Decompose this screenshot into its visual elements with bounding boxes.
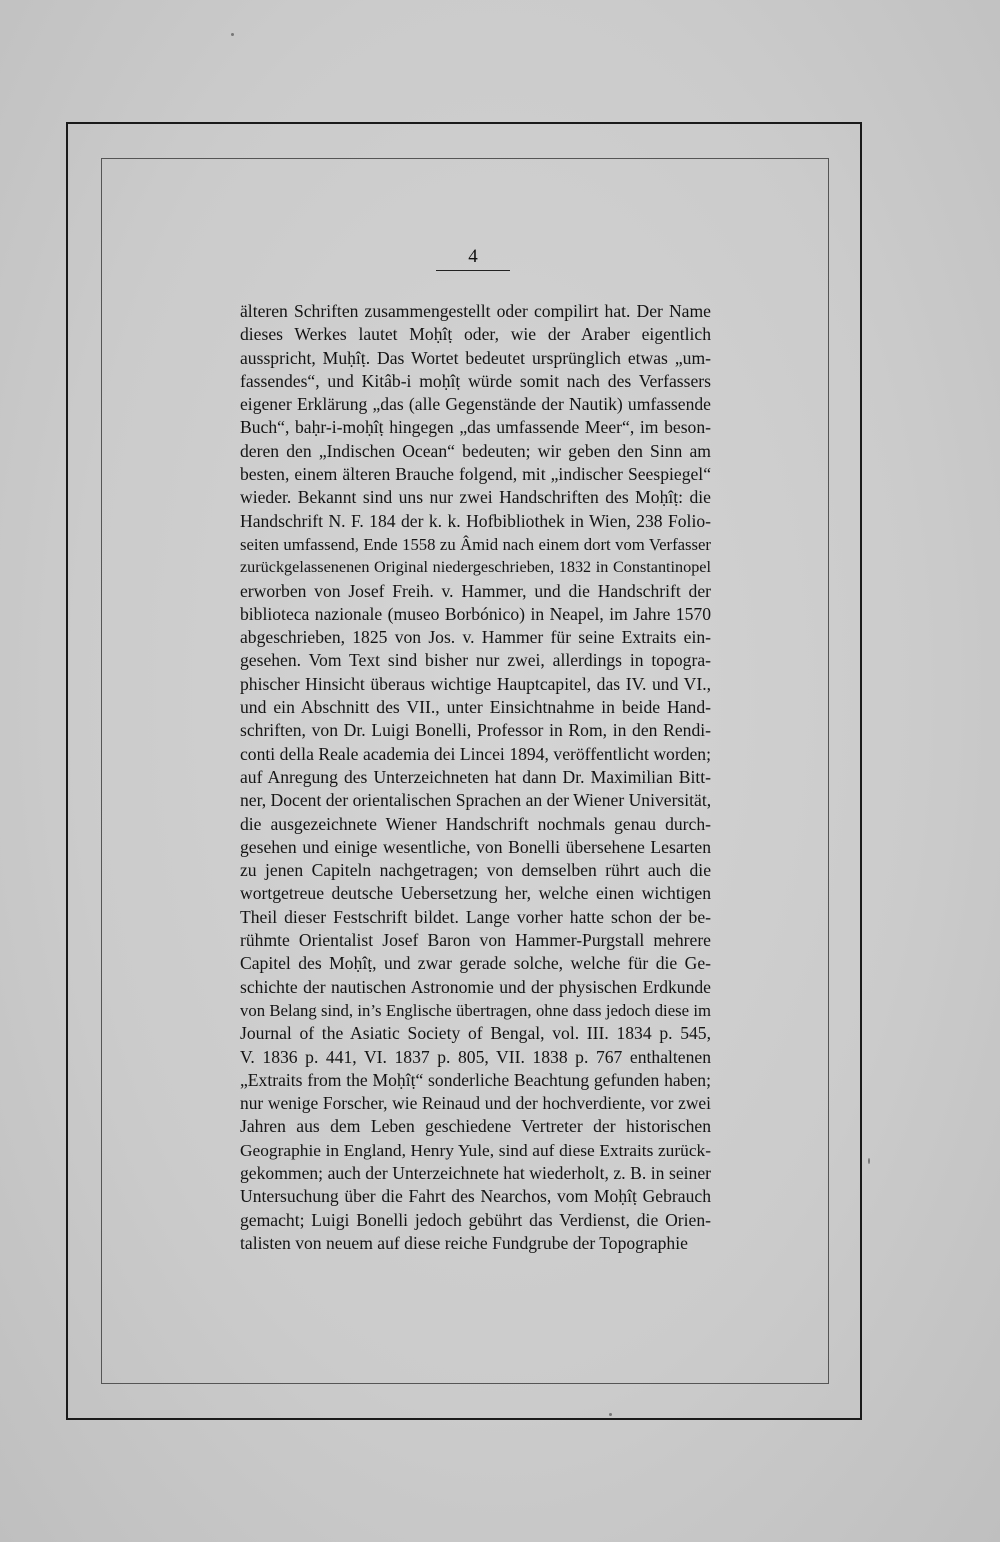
- text-line: älteren Schriften zusammengestellt oder compilirt hat. Der Name: [240, 301, 711, 321]
- text-line: Geographie in England, Henry Yule, sind auf diese Extraits zurück-: [240, 1140, 711, 1160]
- body-text: [240, 300, 711, 1255]
- text-line: zurückgelassenenen Original niedergeschrieben, 1832 in Constantinopel: [240, 558, 711, 577]
- text-line: und ein Abschnitt des VII., unter Einsichtnahme in beide Hand-: [240, 697, 711, 718]
- text-line: nur wenige Forscher, wie Reinaud und der hochverdiente, vor zwei: [240, 1093, 711, 1114]
- text-line: seiten umfassend, Ende 1558 zu Âmid nach einem dort vom Verfasser: [240, 534, 711, 554]
- text-line: abgeschrieben, 1825 von Jos. v. Hammer für seine Extraits ein-: [240, 627, 711, 648]
- text-line: Buch“, baḥr-i-moḥîṭ hingegen „das umfassende Meer“, im beson-: [240, 417, 711, 438]
- text-line: Capitel des Moḥîṭ, und zwar gerade solche, welche für die Ge-: [240, 953, 711, 974]
- text-line: gekommen; auch der Unterzeichnete hat wiederholt, z. B. in seiner: [240, 1162, 711, 1183]
- text-line: gemacht; Luigi Bonelli jedoch gebührt das Verdienst, die Orien-: [240, 1209, 711, 1230]
- text-line: Handschrift N. F. 184 der k. k. Hofbibliothek in Wien, 238 Folio-: [240, 510, 711, 531]
- text-line: ausspricht, Muḥîṭ. Das Wortet bedeutet ursprünglich etwas „um-: [240, 347, 711, 368]
- text-line: von Belang sind, in’s Englische übertragen, ohne dass jedoch diese im: [240, 1000, 711, 1020]
- text-line: schriften, von Dr. Luigi Bonelli, Professor in Rom, in den Rendi-: [240, 720, 711, 741]
- text-line: V. 1836 p. 441, VI. 1837 p. 805, VII. 1838 p. 767 enthaltenen: [240, 1046, 711, 1067]
- text-line: dieses Werkes lautet Moḥîṭ oder, wie der Araber eigentlich: [240, 324, 711, 345]
- text-line: deren den „Indischen Ocean“ bedeuten; wir geben den Sinn am: [240, 440, 711, 461]
- text-line: gesehen. Vom Text sind bisher nur zwei, allerdings in topogra-: [240, 650, 711, 671]
- text-line: fassendes“, und Kitâb-i moḥîṭ würde somit nach des Verfassers: [240, 370, 711, 391]
- text-line: besten, einem älteren Brauche folgend, mit „indischer Seespiegel“: [240, 464, 711, 485]
- scan-speck: [868, 1158, 870, 1164]
- page-number-rule: [436, 270, 510, 271]
- text-line: rühmte Orientalist Josef Baron von Hammer-Purgstall mehrere: [240, 930, 711, 951]
- text-line: biblioteca nazionale (museo Borbónico) in Neapel, im Jahre 1570: [240, 603, 711, 624]
- text-line: gesehen und einige wesentliche, von Bonelli übersehene Lesarten: [240, 836, 711, 857]
- text-line: erworben von Josef Freih. v. Hammer, und die Handschrift der: [240, 580, 711, 601]
- text-line: wieder. Bekannt sind uns nur zwei Handschriften des Moḥîṭ: die: [240, 487, 711, 508]
- text-line: talisten von neuem auf diese reiche Fundgrube der Topographie: [240, 1232, 688, 1253]
- text-line: schichte der nautischen Astronomie und der physischen Erdkunde: [240, 976, 711, 997]
- text-line: eigener Erklärung „das (alle Gegenstände der Nautik) umfassende: [240, 394, 711, 415]
- text-line: conti della Reale academia dei Lincei 1894, veröffentlicht worden;: [240, 743, 711, 764]
- scan-speck: [231, 33, 234, 36]
- text-line: Untersuchung über die Fahrt des Nearchos, vom Moḥîṭ Gebrauch: [240, 1186, 711, 1207]
- text-line: phischer Hinsicht überaus wichtige Hauptcapitel, das IV. und VI.,: [240, 673, 711, 694]
- text-line: auf Anregung des Unterzeichneten hat dann Dr. Maximilian Bitt-: [240, 766, 711, 787]
- text-line: wortgetreue deutsche Uebersetzung her, welche einen wichtigen: [240, 883, 711, 904]
- text-line: Jahren aus dem Leben geschiedene Vertreter der historischen: [240, 1116, 711, 1137]
- text-line: „Extraits from the Moḥîṭ“ sonderliche Beachtung gefunden haben;: [240, 1069, 711, 1090]
- text-line: Journal of the Asiatic Society of Bengal, vol. III. 1834 p. 545,: [240, 1023, 711, 1044]
- text-line: ner, Docent der orientalischen Sprachen an der Wiener Universität,: [240, 790, 712, 811]
- page-number: 4: [468, 246, 478, 267]
- text-line: Theil dieser Festschrift bildet. Lange vorher hatte schon der be-: [240, 906, 711, 927]
- scan-speck: [609, 1413, 612, 1416]
- text-line: zu jenen Capiteln nachgetragen; von demselben rührt auch die: [240, 860, 711, 881]
- text-line: die ausgezeichnete Wiener Handschrift nochmals genau durch-: [240, 813, 711, 834]
